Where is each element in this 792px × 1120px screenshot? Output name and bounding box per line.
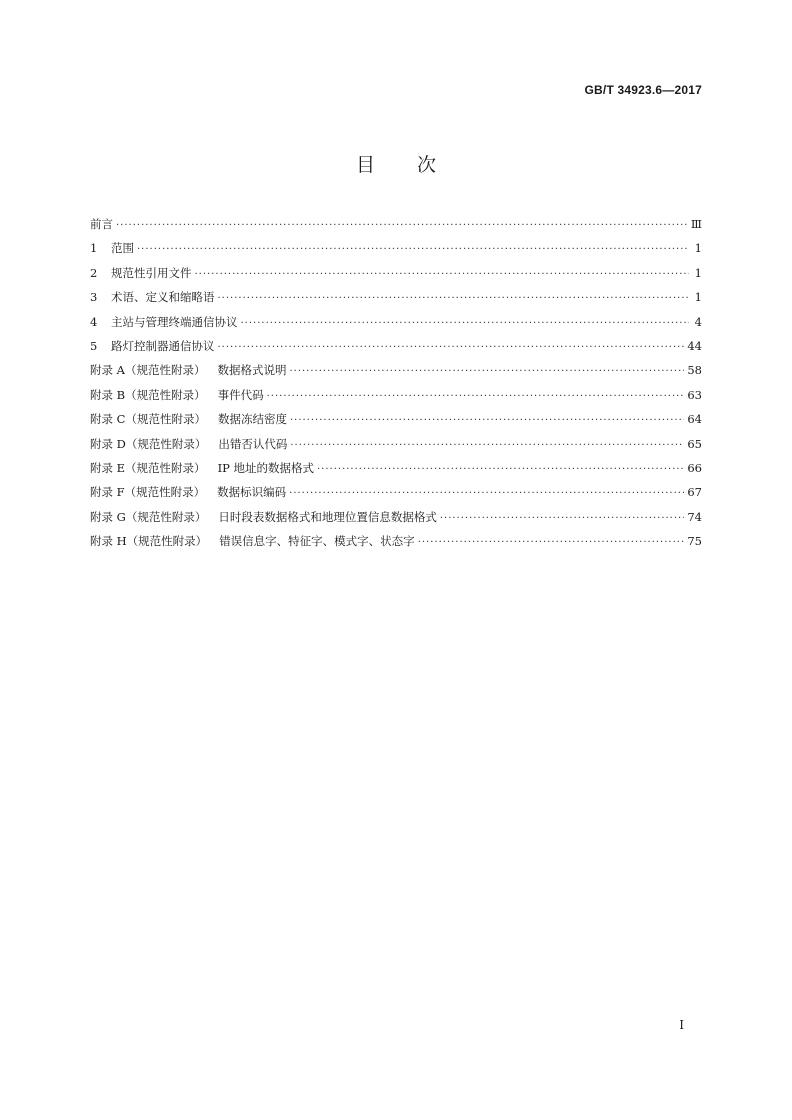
toc-entry-page: Ⅲ [690,217,702,231]
toc-leader-dots [218,293,690,304]
toc-entry-page: 63 [687,387,702,402]
toc-entry-label: 范围 [111,241,134,256]
toc-entry-label: 附录 E（规范性附录） [90,460,206,475]
page-number: I [679,1018,684,1032]
page-title [0,150,792,177]
toc-entry-label: 规范性引用文件 [111,265,192,280]
toc-leader-dots [241,318,690,329]
toc-entry-page: 58 [687,363,702,378]
toc-entry-annex-h[interactable] [90,533,702,557]
page-title-char-2: 次 [417,154,437,176]
toc-entry-3[interactable] [90,289,702,313]
toc-leader-dots [267,391,685,402]
toc-entry-annex-b[interactable] [90,387,702,411]
toc-entry-number: 4 [90,314,98,329]
toc-entry-number: 3 [90,290,98,305]
toc-entry-page: 74 [687,509,702,524]
toc-entry-label: 主站与管理终端通信协议 [111,314,238,329]
toc-leader-dots [440,513,685,524]
toc-entry-page: 1 [694,241,702,256]
toc-entry-subtitle: 数据冻结密度 [217,412,287,427]
toc-entry-annex-g[interactable] [90,509,702,533]
toc-entry-subtitle: 日时段表数据格式和地理位置信息数据格式 [218,509,437,524]
toc-entry-label: 附录 C（规范性附录） [90,412,206,427]
toc-entry-foreword[interactable] [90,216,702,240]
toc-entry-subtitle: 出错否认代码 [218,436,288,451]
toc-entry-page: 75 [687,534,702,549]
toc-leader-dots [195,269,690,280]
toc-leader-dots [137,244,689,255]
toc-entry-annex-f[interactable] [90,484,702,508]
page-title-char-1: 目 [355,154,375,176]
toc-leader-dots [218,342,685,353]
toc-leader-dots [289,366,684,377]
toc-entry-number: 2 [90,265,98,280]
toc-entry-label: 术语、定义和缩略语 [111,290,215,305]
toc-entry-1[interactable] [90,240,702,264]
toc-entry-subtitle: 事件代码 [217,387,264,402]
toc-leader-dots [289,488,684,499]
toc-entry-subtitle: 数据格式说明 [217,363,287,378]
toc-entry-page: 64 [687,412,702,427]
toc-entry-label: 附录 F（规范性附录） [90,485,206,500]
toc-entry-subtitle: 数据标识编码 [217,485,287,500]
toc-leader-dots [418,537,685,548]
toc-entry-annex-e[interactable] [90,460,702,484]
toc-entry-2[interactable] [90,265,702,289]
toc-entry-subtitle: 错误信息字、特征字、模式字、状态字 [219,534,415,549]
toc-entry-page: 1 [694,290,702,305]
toc-entry-page: 66 [687,460,702,475]
toc-entry-page: 44 [687,338,702,353]
toc-entry-4[interactable] [90,314,702,338]
toc-entry-page: 67 [687,485,702,500]
toc-entry-page: 65 [687,436,702,451]
toc-entry-page: 1 [694,265,702,280]
toc-entry-number: 1 [90,241,98,256]
toc-leader-dots [290,440,684,451]
toc-entry-label: 附录 H（规范性附录） [90,534,208,549]
toc-entry-annex-d[interactable] [90,436,702,460]
toc-entry-label: 前言 [90,217,113,231]
toc-entry-label: 路灯控制器通信协议 [111,338,215,353]
toc-entry-5[interactable] [90,338,702,362]
table-of-contents [90,216,702,557]
toc-entry-page: 4 [694,314,702,329]
toc-leader-dots [317,464,684,475]
toc-leader-dots [116,220,688,231]
toc-entry-annex-c[interactable] [90,411,702,435]
toc-leader-dots [290,415,684,426]
toc-entry-label: 附录 A（规范性附录） [90,363,206,378]
toc-entry-number: 5 [90,338,98,353]
toc-entry-label: 附录 G（规范性附录） [90,509,207,524]
standard-number: GB/T 34923.6—2017 [584,83,702,97]
toc-entry-label: 附录 B（规范性附录） [90,387,206,402]
toc-entry-subtitle: IP 地址的数据格式 [217,460,314,475]
toc-entry-annex-a[interactable] [90,362,702,386]
toc-entry-label: 附录 D（规范性附录） [90,436,207,451]
